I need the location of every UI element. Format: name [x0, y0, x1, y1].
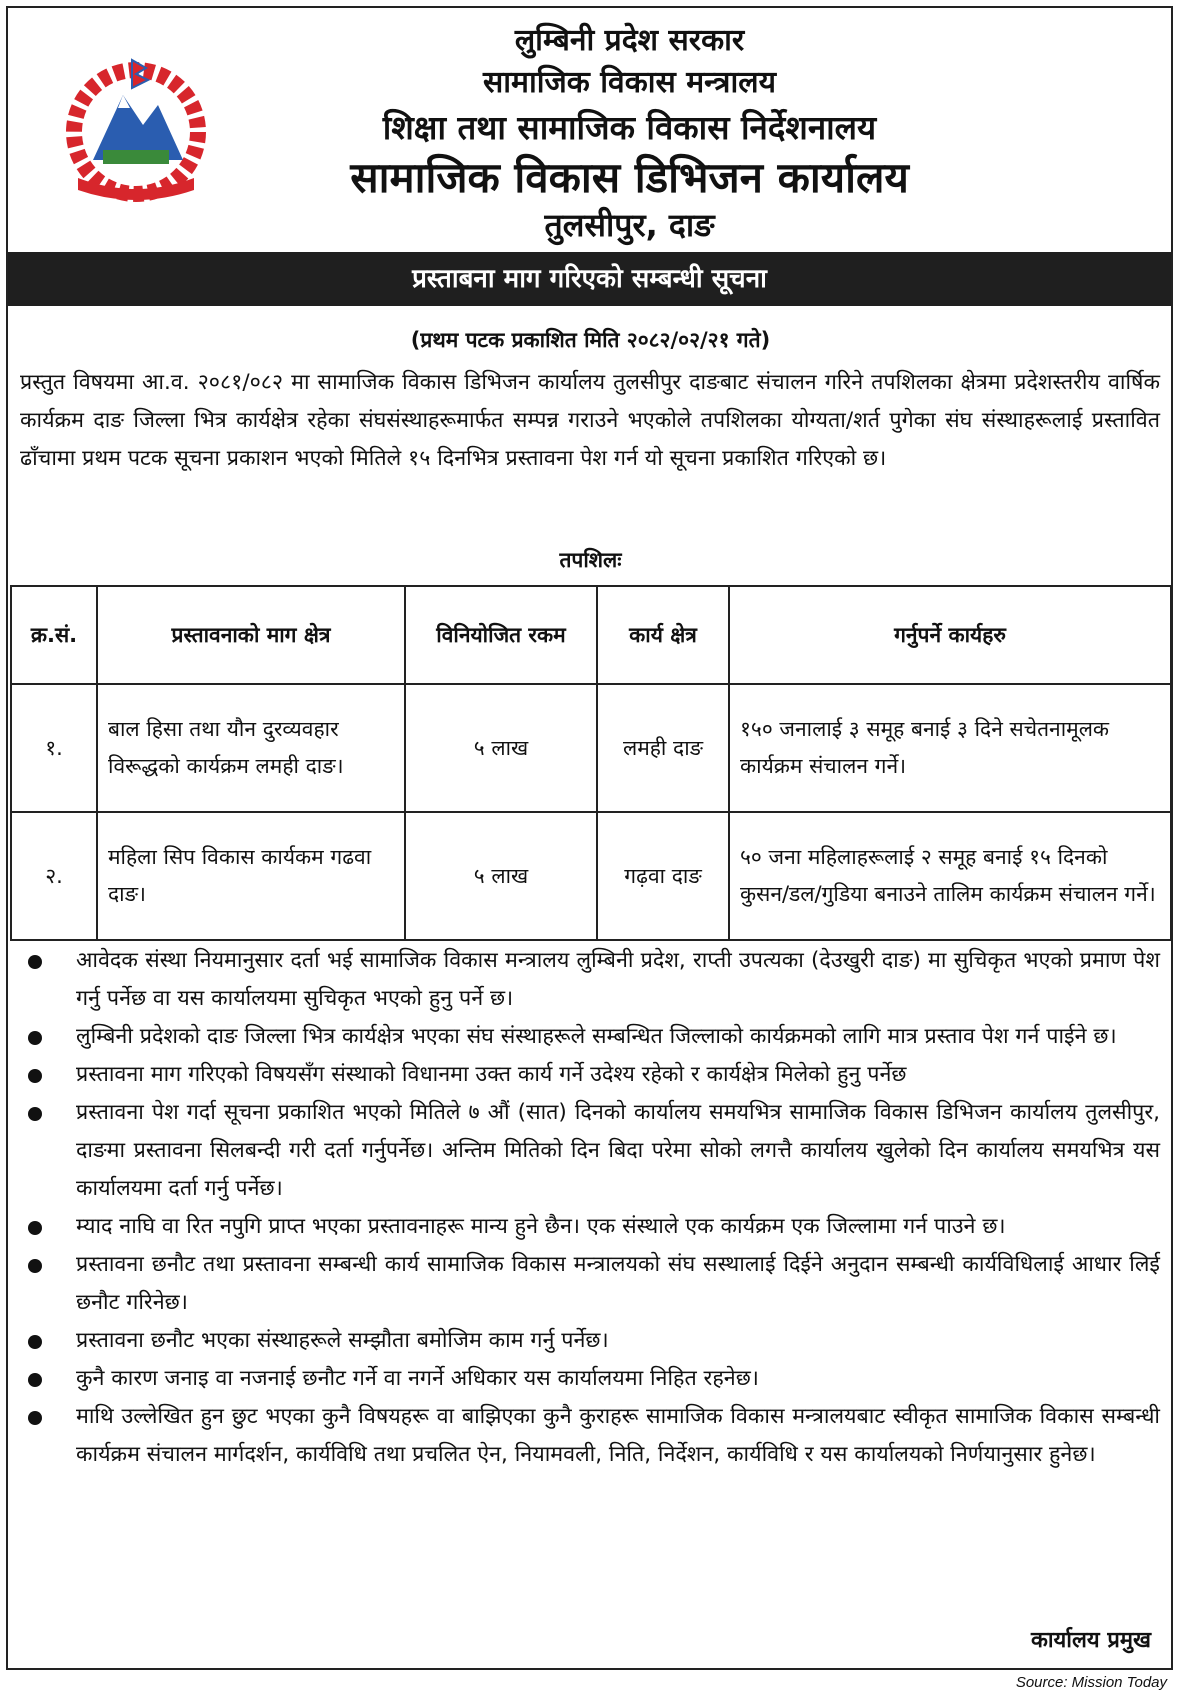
publication-date: (प्रथम पटक प्रकाशित मिति २०८२/०२/२१ गते) [410, 328, 771, 352]
header-ministry: सामाजिक विकास मन्त्रालय [482, 65, 777, 100]
list-item [20, 1056, 1160, 1094]
bullet-icon [28, 1259, 42, 1273]
list-item [20, 1246, 1160, 1322]
condition-text: कुनै कारण जनाइ वा नजनाई छनौट गर्ने वा नगर्ने अधिकार यस कार्यालयमा निहित रहनेछ। [76, 1366, 759, 1391]
condition-text: प्रस्तावना छनौट तथा प्रस्तावना सम्बन्धी कार्य सामाजिक विकास मन्त्रालयको संघ सस्थालाई दिईने अनुदान सम्बन्धी कार्यविधिलाई आधार लिई छनौट गरिनेछ। [76, 1252, 1160, 1315]
cell-amount: ५ लाख [405, 684, 597, 812]
bullet-icon [28, 1031, 42, 1045]
col-serial: क्र.सं. [11, 586, 97, 684]
bullet-icon [28, 1373, 42, 1387]
list-item [20, 1322, 1160, 1360]
cell-amount: ५ लाख [405, 812, 597, 940]
cell-tasks: ५० जना महिलाहरूलाई २ समूह बनाई १५ दिनको कुसन/डल/गुडिया बनाउने तालिम कार्यक्रम संचालन गर्ने। [729, 812, 1171, 940]
header-location: तुलसीपुर, दाङ [544, 206, 715, 244]
notice-header [8, 8, 1171, 250]
table-row [11, 812, 1171, 940]
col-location: कार्य क्षेत्र [597, 586, 729, 684]
header-office: सामाजिक विकास डिभिजन कार्यालय [350, 153, 909, 202]
cell-area: बाल हिसा तथा यौन दुरव्यवहार विरूद्धको कार्यक्रम लमही दाङ। [97, 684, 405, 812]
intro-paragraph: प्रस्तुत विषयमा आ.व. २०८१/०८२ मा सामाजिक विकास डिभिजन कार्यालय तुलसीपुर दाङबाट संचालन गरिने तपशिलका क्षेत्रमा प्रदेशस्तरीय वार्षिक कार्यक्रम दाङ जिल्ला भित्र कार्यक्षेत्र रहेका संघसंस्थाहरूमार्फत सम्पन्न गराउने भएकोले तपशिलका योग्यता/शर्त पुगेका संघ संस्थाहरूलाई प्रस्तावित ढाँचामा प्रथम पटक सूचना प्रकाशन भएको मितिले १५ दिनभित्र प्रस्तावना पेश गर्न यो सूचना प्रकाशित गरिएको छ। [20, 370, 1160, 471]
col-area: प्रस्तावनाको माग क्षेत्र [97, 586, 405, 684]
cell-location: गढ़वा दाङ [597, 812, 729, 940]
cell-location: लमही दाङ [597, 684, 729, 812]
cell-serial: २. [11, 812, 97, 940]
schedule-table [10, 585, 1172, 941]
condition-text: प्रस्तावना माग गरिएको विषयसँग संस्थाको विधानमा उक्त कार्य गर्ने उदेश्य रहेको र कार्यक्षेत्र मिलेको हुनु पर्नेछ [76, 1062, 907, 1087]
bullet-icon [28, 1335, 42, 1349]
schedule-label: तपशिलः [559, 548, 622, 572]
list-item [20, 1018, 1160, 1056]
condition-text: आवेदक संस्था नियमानुसार दर्ता भई सामाजिक विकास मन्त्रालय लुम्बिनी प्रदेश, राप्ती उपत्यका (देउखुरी दाङ) मा सुचिकृत भएको प्रमाण पेश गर्नु पर्नेछ वा यस कार्यालयमा सुचिकृत भएको हुनु पर्ने छ। [76, 948, 1160, 1011]
bullet-icon [28, 1411, 42, 1425]
cell-area: महिला सिप विकास कार्यकम गढवा दाङ। [97, 812, 405, 940]
bullet-icon [28, 1107, 42, 1121]
list-item [20, 942, 1160, 1018]
notice-title: प्रस्ताबना माग गरिएको सम्बन्धी सूचना [8, 252, 1171, 306]
col-amount: विनियोजित रकम [405, 586, 597, 684]
list-item [20, 1208, 1160, 1246]
header-directorate: शिक्षा तथा सामाजिक विकास निर्देशनालय [382, 108, 877, 147]
condition-text: म्याद नाघि वा रित नपुगि प्राप्त भएका प्रस्तावनाहरू मान्य हुने छैन। एक संस्थाले एक कार्यक्रम एक जिल्लामा गर्न पाउने छ। [76, 1214, 1006, 1239]
bullet-icon [28, 1221, 42, 1235]
condition-text: प्रस्तावना छनौट भएका संस्थाहरूले सम्झौता बमोजिम काम गर्नु पर्नेछ। [76, 1328, 609, 1353]
table-header-row [11, 586, 1171, 684]
header-government: लुम्बिनी प्रदेश सरकार [514, 23, 745, 58]
list-item [20, 1398, 1160, 1474]
conditions-list [20, 942, 1160, 1474]
col-tasks: गर्नुपर्ने कार्यहरु [729, 586, 1171, 684]
bullet-icon [28, 955, 42, 969]
condition-text: माथि उल्लेखित हुन छुट भएका कुनै विषयहरू वा बाझिएका कुनै कुराहरू सामाजिक विकास मन्त्रालयबाट स्वीकृत सामाजिक विकास सम्बन्धी कार्यक्रम संचालन मार्गदर्शन, कार्यविधि तथा प्रचलित ऐन, नियामवली, निति, निर्देशन, कार्यविधि र यस कार्यालयको निर्णयानुसार हुनेछ। [76, 1404, 1160, 1467]
table-row [11, 684, 1171, 812]
list-item [20, 1094, 1160, 1208]
list-item [20, 1360, 1160, 1398]
cell-serial: १. [11, 684, 97, 812]
condition-text: प्रस्तावना पेश गर्दा सूचना प्रकाशित भएको मितिले ७ औं (सात) दिनको कार्यालय समयभित्र सामाजिक विकास डिभिजन कार्यालय तुलसीपुर, दाङमा प्रस्तावना सिलबन्दी गरी दर्ता गर्नुपर्नेछ। अन्तिम मितिको दिन बिदा परेमा सोको लगत्तै कार्यालय खुलेको दिन कार्यालय समयभित्र यस कार्यालयमा दर्ता गर्नु पर्नेछ। [76, 1100, 1161, 1201]
bullet-icon [28, 1069, 42, 1083]
condition-text: लुम्बिनी प्रदेशको दाङ जिल्ला भित्र कार्यक्षेत्र भएका संघ संस्थाहरूले सम्बन्धित जिल्लाको कार्यक्रमको लागि मात्र प्रस्ताव पेश गर्न पाईने छ। [76, 1024, 1117, 1049]
source-credit: Source: Mission Today [1015, 1674, 1167, 1691]
cell-tasks: १५० जनालाई ३ समूह बनाई ३ दिने सचेतनामूलक कार्यक्रम संचालन गर्ने। [729, 684, 1171, 812]
signature-office-chief: कार्यालय प्रमुख [1030, 1628, 1151, 1653]
